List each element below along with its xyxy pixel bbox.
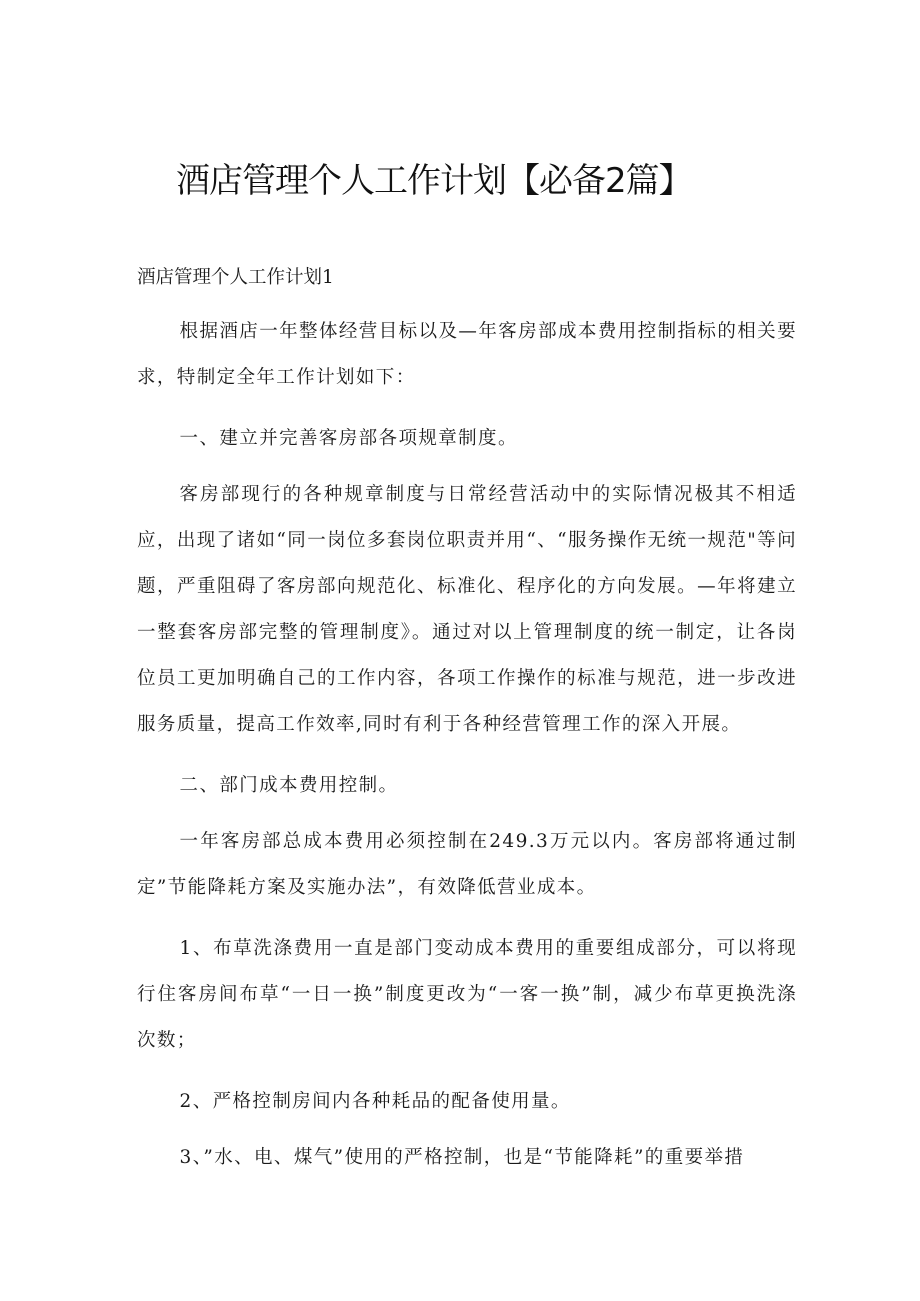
paragraph-cost-control: 一年客房部总成本费用必须控制在249.3万元以内。客房部将通过制定”节能降耗方案及实施办法”，有效降低营业成本。 [137,831,797,898]
paragraph-heading-2: 二、部门成本费用控制。 [179,775,399,796]
section-subtitle: 酒店管理个人工作计划1 [137,267,334,288]
paragraph-regulations: 客房部现行的各种规章制度与日常经营活动中的实际情况极其不相适应，出现了诸如“同一岗位多套岗位职责并用“、“服务操作无统一规范"等问题，严重阻碍了客房部向规范化、标准化、程序化的方向发展。—年将建立一整套客房部完整的管理制度》。通过对以上管理制度的统一制定，让各岗位员工更加明确自己的工作内容，各项工作操作的标准与规范，进一步改进服务质量，提高工作效率,同时有利于各种经营管理工作的深入开展。 [137,484,797,735]
paragraph-item-1: 1、布草洗涤费用一直是部门变动成本费用的重要组成部分，可以将现行住客房间布草“一日一换”制度更改为“一客一换”制，减少布草更换洗涤次数； [137,938,797,1051]
paragraph-item-2: 2、严格控制房间内各种耗品的配备使用量。 [179,1091,571,1112]
paragraph-intro: 根据酒店一年整体经营目标以及—年客房部成本费用控制指标的相关要求，特制定全年工作计划如下： [137,321,797,388]
document-body [137,309,797,1196]
paragraph-item-3: 3、”水、电、煤气”使用的严格控制，也是“节能降耗”的重要举措 [179,1147,745,1168]
paragraph-heading-1: 一、建立并完善客房部各项规章制度。 [179,428,518,449]
document-title: 酒店管理个人工作计划【必备2篇】 [176,161,692,201]
